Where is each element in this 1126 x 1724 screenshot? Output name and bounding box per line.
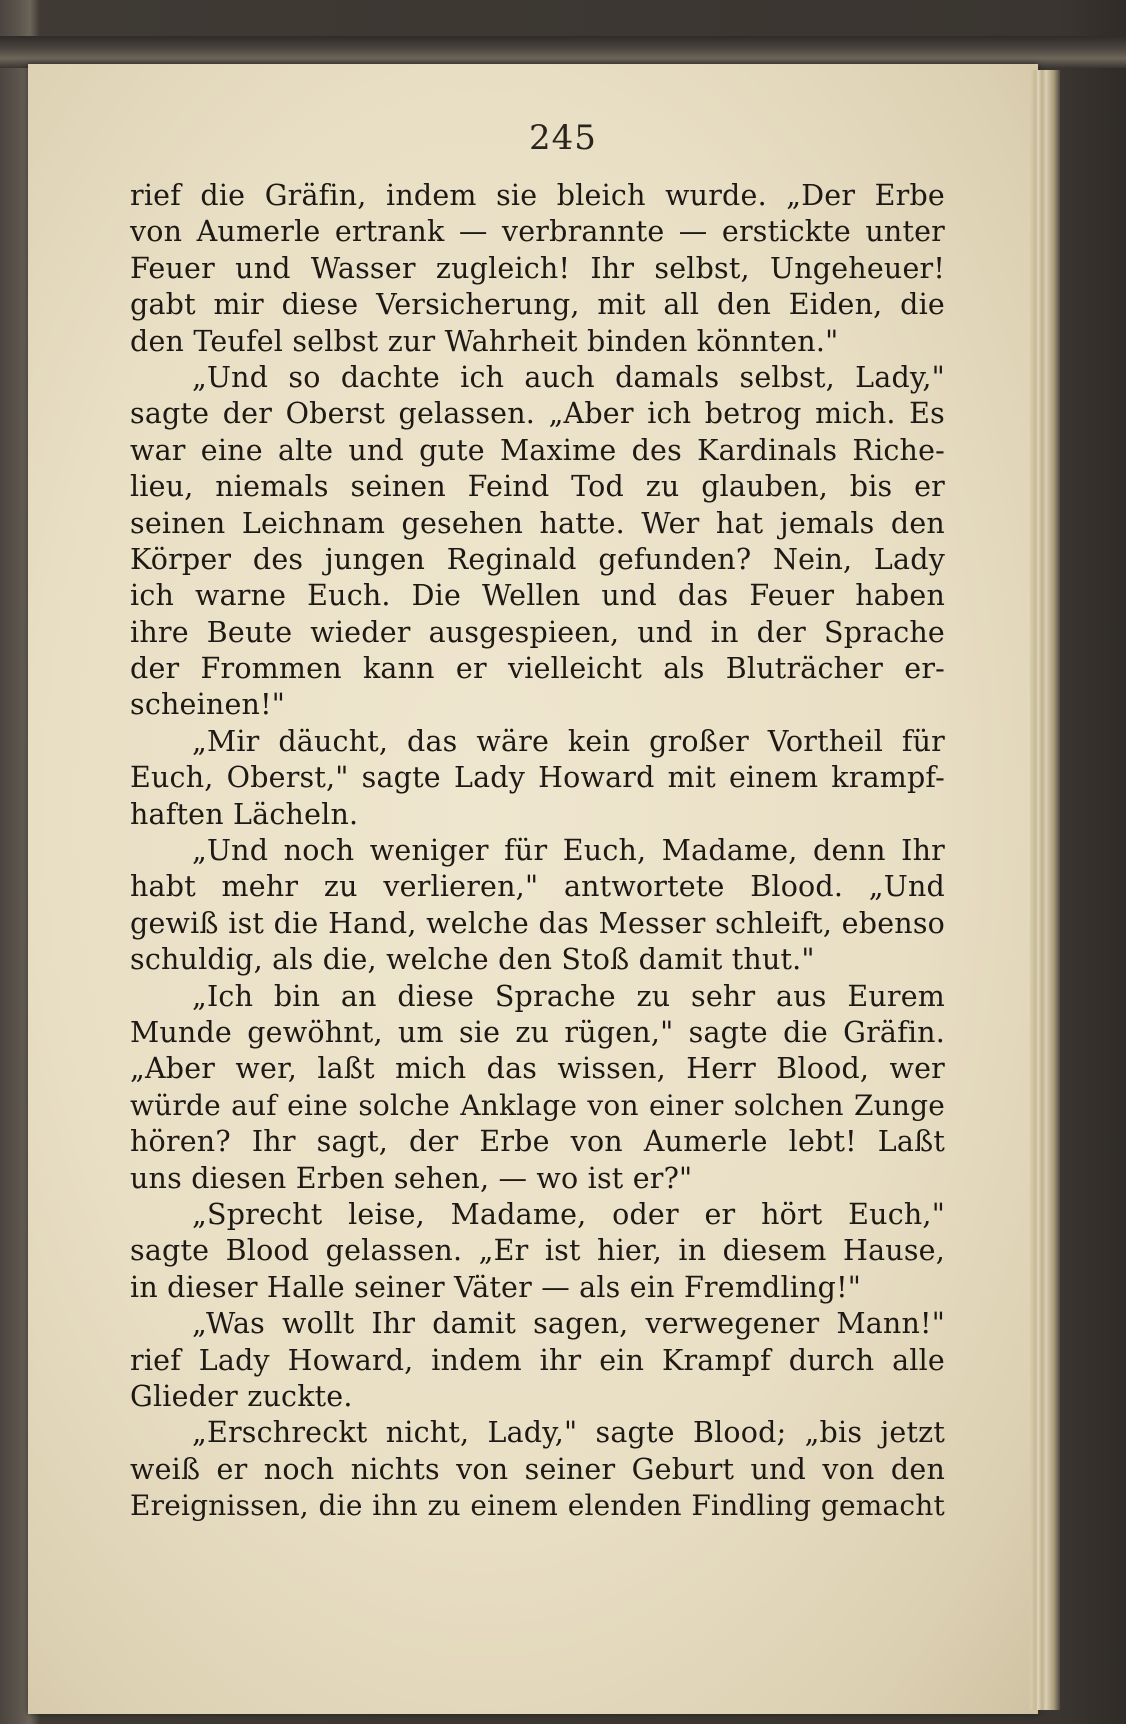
text-line: uns diesen Erben sehen, — wo ist er?" xyxy=(130,1161,693,1195)
text-line: scheinen!" xyxy=(130,688,286,722)
text-line: Munde gewöhnt, um sie zu rügen," sagte die Gräfin. xyxy=(130,1015,945,1049)
text-line: haften Lächeln. xyxy=(130,797,359,831)
text-line: „Und noch weniger für Euch, Madame, denn Ihr xyxy=(192,834,945,868)
text-line: rief Lady Howard, indem ihr ein Krampf durch alle xyxy=(130,1343,945,1377)
text-line: gewiß ist die Hand, welche das Messer schleift, ebenso xyxy=(130,906,945,940)
text-line: der Frommen kann er vielleicht als Bluträcher er- xyxy=(130,652,945,686)
text-line: den Teufel selbst zur Wahrheit binden könnten." xyxy=(130,324,839,358)
text-line: Glieder zuckte. xyxy=(130,1379,353,1413)
text-line: in dieser Halle seiner Väter — als ein Fremdling!" xyxy=(130,1270,862,1304)
text-line: „Sprecht leise, Madame, oder er hört Euch," xyxy=(192,1197,945,1231)
body-text xyxy=(130,178,945,1524)
text-line: „Aber wer, laßt mich das wissen, Herr Blood, wer xyxy=(130,1052,945,1086)
text-line: ihre Beute wieder ausgespieen, und in der Sprache xyxy=(130,615,945,649)
text-line: seinen Leichnam gesehen hatte. Wer hat jemals den xyxy=(130,506,945,540)
text-line: würde auf eine solche Anklage von einer solchen Zunge xyxy=(130,1088,945,1122)
text-line: „Was wollt Ihr damit sagen, verwegener Mann!" xyxy=(192,1307,945,1341)
text-line: „Und so dachte ich auch damals selbst, Lady," xyxy=(192,360,945,394)
text-line: lieu, niemals seinen Feind Tod zu glauben, bis er xyxy=(130,470,945,504)
text-line: Körper des jungen Reginald gefunden? Nein, Lady xyxy=(130,542,945,576)
stacked-page-edges xyxy=(1030,70,1060,1710)
text-line: hören? Ihr sagt, der Erbe von Aumerle lebt! Laßt xyxy=(130,1125,945,1159)
text-line: Ereignissen, die ihn zu einem elenden Findling gemacht xyxy=(130,1489,945,1523)
text-line: „Erschreckt nicht, Lady," sagte Blood; „bis jetzt xyxy=(192,1416,945,1450)
text-line: gabt mir diese Versicherung, mit all den Eiden, die xyxy=(130,288,945,322)
text-line: „Ich bin an diese Sprache zu sehr aus Eurem xyxy=(192,979,945,1013)
text-line: von Aumerle ertrank — verbrannte — erstickte unter xyxy=(130,215,945,249)
page-number: 245 xyxy=(529,118,597,158)
text-line: Euch, Oberst," sagte Lady Howard mit einem krampf- xyxy=(130,761,945,795)
text-line: habt mehr zu verlieren," antwortete Blood. „Und xyxy=(130,870,945,904)
text-line: sagte der Oberst gelassen. „Aber ich betrog mich. Es xyxy=(130,397,945,431)
text-line: schuldig, als die, welche den Stoß damit thut." xyxy=(130,943,815,977)
text-line: sagte Blood gelassen. „Er ist hier, in diesem Hause, xyxy=(130,1234,945,1268)
text-line: weiß er noch nichts von seiner Geburt und von den xyxy=(130,1452,945,1486)
text-line: war eine alte und gute Maxime des Kardinals Riche- xyxy=(130,433,945,467)
text-line: ich warne Euch. Die Wellen und das Feuer haben xyxy=(130,579,945,613)
text-line: Feuer und Wasser zugleich! Ihr selbst, Ungeheuer! xyxy=(130,251,945,285)
text-line: rief die Gräfin, indem sie bleich wurde. „Der Erbe xyxy=(130,179,945,212)
text-line: „Mir däucht, das wäre kein großer Vortheil für xyxy=(192,724,945,758)
